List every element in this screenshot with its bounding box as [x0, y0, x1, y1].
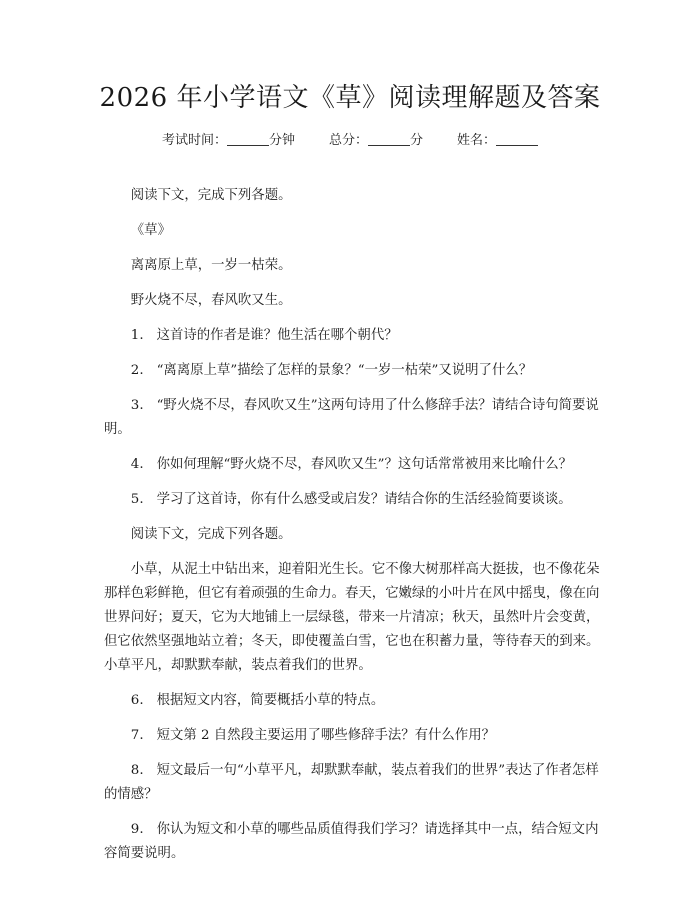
- score-label: 总分：: [328, 133, 368, 148]
- time-blank: [227, 131, 269, 146]
- question-text: “离离原上草”描绘了怎样的景象？“一岁一枯荣”又说明了什么？: [156, 363, 533, 378]
- section1-intro: 阅读下文，完成下列各题。: [130, 188, 292, 203]
- question-number: 8.: [130, 763, 144, 778]
- question-number: 2.: [130, 363, 144, 378]
- question-7: [104, 724, 600, 748]
- question-number: 3.: [130, 398, 144, 413]
- time-unit: 分钟: [268, 133, 295, 148]
- question-text: 短文第 2 自然段主要运用了哪些修辞手法？有什么作用？: [156, 728, 495, 743]
- name-blank: [496, 131, 538, 146]
- question-text: 这首诗的作者是谁？他生活在哪个朝代？: [156, 328, 398, 343]
- question-text: 短文最后一句“小草平凡，却默默奉献，装点着我们的世界”表达了作者怎样的情感？: [104, 763, 599, 802]
- question-text: 根据短文内容，简要概括小草的特点。: [156, 693, 385, 708]
- question-number: 1.: [130, 328, 144, 343]
- question-text: 你如何理解“野火烧不尽，春风吹又生”？这句话常常被用来比喻什么？: [156, 457, 572, 472]
- question-text: “野火烧不尽，春风吹又生”这两句诗用了什么修辞手法？请结合诗句简要说明。: [104, 398, 599, 437]
- question-3: [104, 394, 600, 442]
- question-6: [104, 689, 600, 713]
- question-number: 9.: [130, 822, 144, 837]
- time-label: 考试时间：: [161, 133, 227, 148]
- question-2: [104, 359, 600, 383]
- question-4: [104, 453, 600, 477]
- exam-info-line: [0, 131, 700, 151]
- poem-title: 《草》: [130, 223, 171, 238]
- question-number: 6.: [130, 693, 144, 708]
- page-title: 2026 年小学语文《草》阅读理解题及答案: [99, 83, 601, 113]
- question-number: 4.: [130, 457, 144, 472]
- question-text: 你认为短文和小草的哪些品质值得我们学习？请选择其中一点，结合短文内容简要说明。: [104, 822, 599, 861]
- question-9: [104, 818, 600, 866]
- poem-line-1: 离离原上草，一岁一枯荣。: [130, 258, 292, 273]
- question-number: 5.: [130, 492, 144, 507]
- question-8: [104, 759, 600, 807]
- score-blank: [368, 131, 410, 146]
- score-unit: 分: [410, 133, 424, 148]
- poem-line-2: 野火烧不尽，春风吹又生。: [130, 293, 292, 308]
- document-body: [104, 184, 600, 877]
- question-5: [104, 488, 600, 512]
- question-text: 学习了这首诗，你有什么感受或启发？请结合你的生活经验简要谈谈。: [156, 492, 572, 507]
- question-1: [104, 324, 600, 348]
- passage-paragraph: 小草，从泥土中钻出来，迎着阳光生长。它不像大树那样高大挺拔，也不像花朵那样色彩鲜艳，但它有着顽强的生命力。春天，它嫩绿的小叶片在风中摇曳，像在向世界问好；夏天，它为大地铺上一层绿毯，带来一片清凉；秋天，虽然叶片会变黄，但它依然坚强地站立着；冬天，即使覆盖白雪，它也在积蓄力量，等待春天的到来。小草平凡，却默默奉献，装点着我们的世界。: [104, 562, 600, 673]
- name-label: 姓名：: [457, 133, 497, 148]
- question-number: 7.: [130, 728, 144, 743]
- section2-intro: 阅读下文，完成下列各题。: [130, 527, 292, 542]
